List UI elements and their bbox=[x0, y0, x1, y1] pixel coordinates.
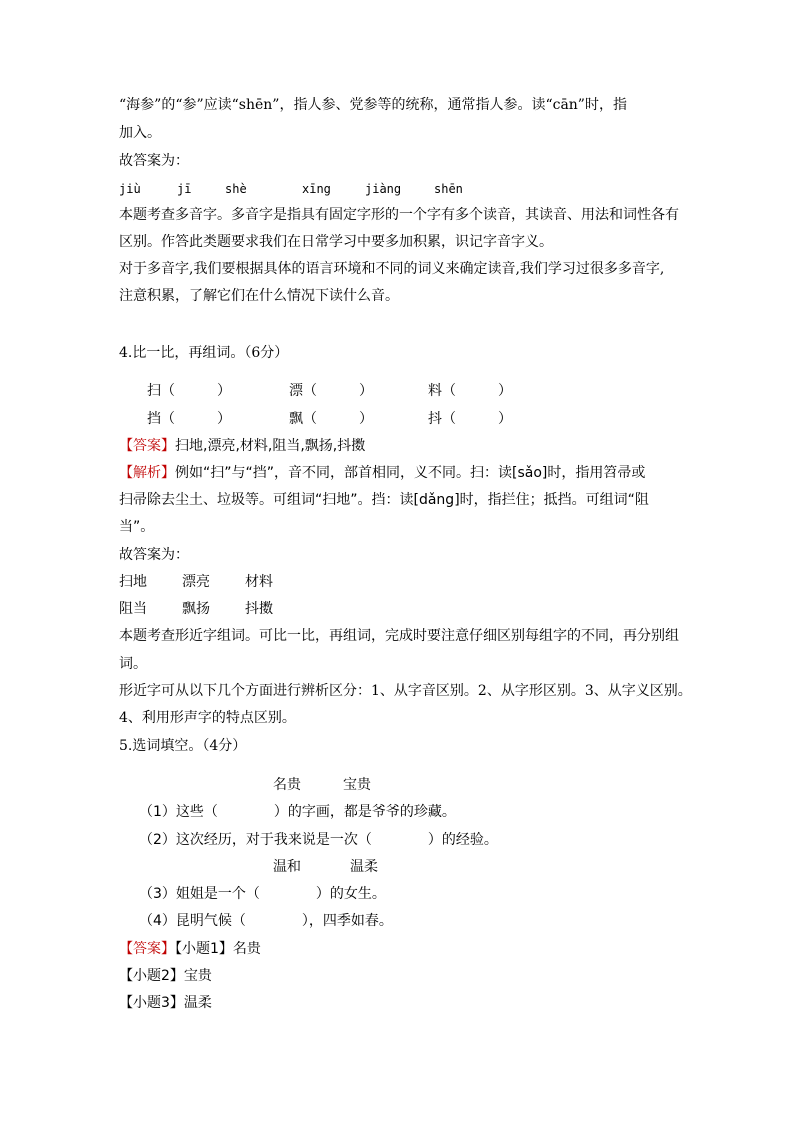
q4-blank-item: 漂（ ） bbox=[289, 383, 373, 399]
q5-word-option: 温和 bbox=[273, 859, 301, 875]
answer-tag: 【答案】 bbox=[119, 941, 175, 957]
q5-answer-1-text: 【小题1】名贵 bbox=[175, 941, 261, 957]
q3-explanation-line-2: 加入。 bbox=[119, 125, 161, 141]
q5-item-4: （4）昆明气候（ ），四季如春。 bbox=[139, 913, 393, 929]
q5-answer-3: 【小题3】温柔 bbox=[119, 995, 212, 1011]
analysis-tag: 【解析】 bbox=[119, 465, 175, 481]
pinyin-answer: xīng bbox=[302, 182, 331, 196]
q3-note-1-line-2: 区别。作答此类题要求我们在日常学习中要多加积累，识记字音字义。 bbox=[119, 234, 553, 250]
q4-note-2-line-1: 形近字可从以下几个方面进行辨析区分：1、从字音区别。2、从字形区别。3、从字义区别。 bbox=[119, 683, 692, 699]
q4-answer-word: 抖擞 bbox=[245, 601, 273, 617]
q4-blank-item: 飘（ ） bbox=[289, 411, 373, 427]
pinyin-answer: jī bbox=[177, 182, 192, 196]
q4-analysis-text: 例如“扫”与“挡”，音不同，部首相同，义不同。扫：读[sǎo]时，指用笤帚或 bbox=[175, 465, 646, 481]
q3-answer-intro: 故答案为： bbox=[119, 153, 189, 169]
q4-answer-text: 扫地,漂亮,材料,阻当,飘扬,抖擞 bbox=[175, 438, 366, 454]
pinyin-answer: shēn bbox=[434, 182, 463, 196]
pinyin-answer: jiù bbox=[119, 182, 141, 196]
pinyin-answer: jiàng bbox=[365, 182, 402, 196]
q4-answer-word: 飘扬 bbox=[182, 601, 210, 617]
q4-answer-word: 阻当 bbox=[119, 601, 147, 617]
q5-item-3: （3）姐姐是一个（ ）的女生。 bbox=[139, 886, 386, 902]
q3-note-2-line-2: 注意积累，了解它们在什么情况下读什么音。 bbox=[119, 288, 399, 304]
q4-title: 4.比一比，再组词。（6分） bbox=[119, 345, 289, 361]
q4-answer-word: 扫地 bbox=[119, 574, 147, 590]
pinyin-answer: shè bbox=[225, 182, 247, 196]
q5-title: 5.选词填空。（4分） bbox=[119, 738, 247, 754]
q4-answer-word: 材料 bbox=[245, 574, 273, 590]
q4-answer-word: 漂亮 bbox=[182, 574, 210, 590]
q5-word-option: 名贵 bbox=[273, 777, 301, 793]
answer-tag: 【答案】 bbox=[119, 438, 175, 454]
q5-item-2: （2）这次经历，对于我来说是一次（ ）的经验。 bbox=[139, 832, 498, 848]
q4-note-1-line-2: 词。 bbox=[119, 656, 147, 672]
q4-blank-item: 料（ ） bbox=[428, 383, 512, 399]
q3-note-1-line-1: 本题考查多音字。多音字是指具有固定字形的一个字有多个读音，其读音、用法和词性各有 bbox=[119, 207, 679, 223]
q4-answer-intro: 故答案为： bbox=[119, 547, 189, 563]
q5-word-option: 温柔 bbox=[350, 859, 378, 875]
q3-explanation-line-1: “海参”的“参”应读“shēn”，指人参、党参等的统称，通常指人参。读“cān”时，指 bbox=[119, 97, 627, 113]
q4-blank-item: 挡（ ） bbox=[147, 411, 231, 427]
q4-note-1-line-1: 本题考查形近字组词。可比一比，再组词，完成时要注意仔细区别每组字的不同，再分别组 bbox=[119, 628, 679, 644]
q4-note-2-line-2: 4、利用形声字的特点区别。 bbox=[119, 710, 296, 726]
q4-analysis-line-1 bbox=[119, 464, 645, 482]
q4-blank-item: 扫（ ） bbox=[147, 383, 231, 399]
q4-analysis-line-2: 扫帚除去尘土、垃圾等。可组词“扫地”。挡：读[dǎng]时，指拦住；抵挡。可组词“阻 bbox=[119, 492, 649, 508]
q4-answer bbox=[119, 437, 365, 455]
q5-word-option: 宝贵 bbox=[343, 777, 371, 793]
q5-answer-1 bbox=[119, 940, 261, 958]
q5-answer-2: 【小题2】宝贵 bbox=[119, 968, 212, 984]
q4-blank-item: 抖（ ） bbox=[428, 411, 512, 427]
q3-note-2-line-1: 对于多音字,我们要根据具体的语言环境和不同的词义来确定读音,我们学习过很多多音字, bbox=[119, 261, 665, 277]
q5-item-1: （1）这些（ ）的字画，都是爷爷的珍藏。 bbox=[139, 804, 456, 820]
q4-analysis-line-3: 当”。 bbox=[119, 519, 155, 535]
